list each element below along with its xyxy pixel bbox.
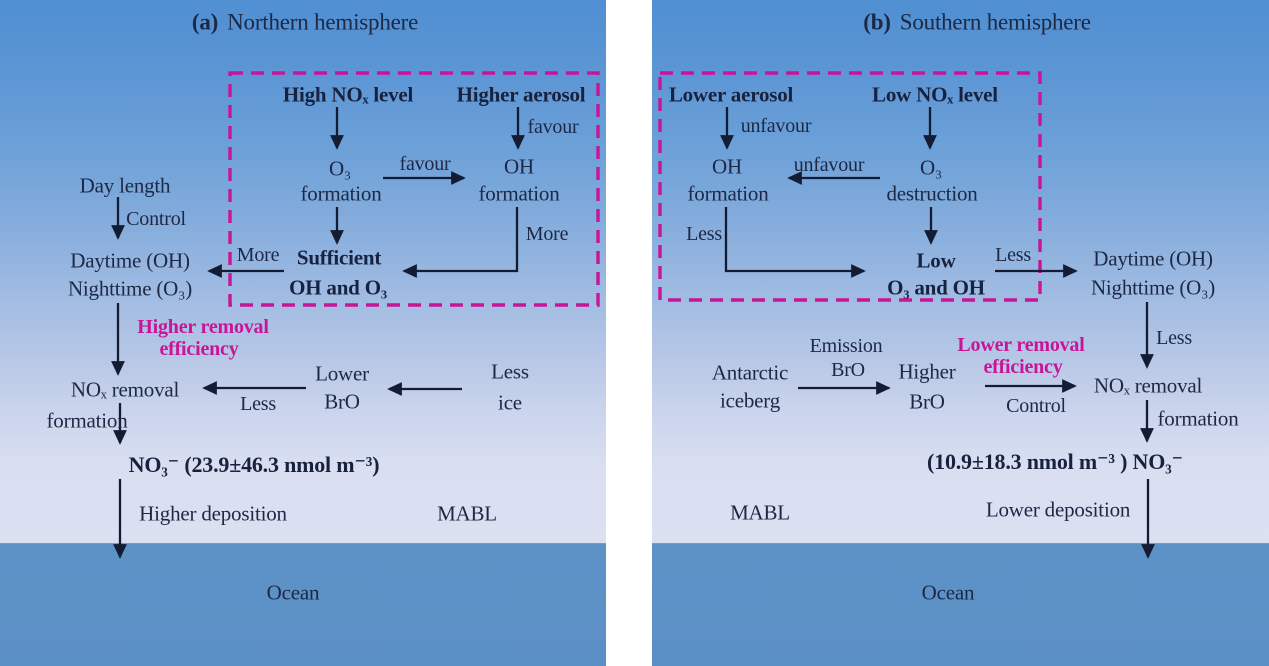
- label-lower-deposition: Lower deposition: [985, 497, 1131, 522]
- node-o3: O₃: [328, 156, 352, 181]
- node-higher-aerosol: Higher aerosol: [456, 82, 586, 107]
- panel-a-tag: (a): [191, 9, 219, 35]
- label-less-elbow: Less: [686, 223, 722, 245]
- node-o3-b: O₃: [919, 155, 943, 180]
- node-nox-formation-b: formation: [1157, 406, 1239, 431]
- label-emission-line1: Emission: [809, 335, 883, 357]
- panel-divider: [606, 0, 652, 666]
- node-less-ice-line2: ice: [498, 390, 522, 415]
- node-sufficient-line2: OH and O₃: [289, 275, 387, 300]
- node-high-nox: High NOₓ level: [282, 82, 414, 107]
- node-daytime: Daytime (OH): [70, 248, 190, 273]
- label-favour-right: favour: [527, 116, 579, 138]
- node-low-line2: O₃ and OH: [887, 275, 985, 300]
- label-less-vertical: Less: [1156, 327, 1192, 349]
- node-lower-aerosol: Lower aerosol: [668, 82, 794, 107]
- label-more-out: More: [236, 244, 280, 266]
- node-nighttime-b: Nighttime (O₃): [1090, 275, 1216, 300]
- label-more-inner: More: [525, 223, 569, 245]
- node-lower-bro-line1: Lower: [315, 361, 369, 386]
- label-ocean-b: Ocean: [921, 580, 975, 605]
- panel-b-tag: (b): [863, 9, 891, 35]
- node-daytime-b: Daytime (OH): [1093, 246, 1213, 271]
- label-mabl-b: MABL: [730, 500, 790, 525]
- label-unfavour-horizontal: unfavour: [793, 154, 865, 176]
- label-higher-deposition: Higher deposition: [139, 501, 287, 526]
- node-nox-removal-b: NOₓ removal: [1093, 373, 1203, 398]
- label-lower-removal-line2: efficiency: [983, 356, 1063, 378]
- panel-b-title: [863, 11, 1091, 34]
- node-low-line1: Low: [916, 248, 956, 273]
- label-less-right: Less: [995, 244, 1031, 266]
- node-sufficient-line1: Sufficient: [296, 245, 382, 270]
- value-no3-north: NO₃⁻ (23.9±46.3 nmol m⁻³): [128, 452, 380, 477]
- node-nox-removal: NOₓ removal: [70, 377, 180, 402]
- node-day-length: Day length: [79, 173, 171, 198]
- node-lower-bro-line2: BrO: [324, 389, 360, 414]
- node-antarctic-line2: iceberg: [719, 388, 781, 413]
- label-control: Control: [126, 208, 186, 230]
- label-higher-removal-line2: efficiency: [159, 338, 239, 360]
- node-oh-b: OH: [712, 154, 742, 179]
- panel-a-title: [192, 11, 418, 34]
- label-less-arrow: Less: [240, 393, 276, 415]
- label-lower-removal-line1: Lower removal: [957, 334, 1085, 356]
- node-oh-formation-b: formation: [687, 181, 769, 206]
- label-mabl-a: MABL: [437, 501, 497, 526]
- label-ocean-a: Ocean: [266, 580, 320, 605]
- node-nighttime: Nighttime (O₃): [67, 276, 193, 301]
- label-higher-removal-line1: Higher removal: [137, 316, 269, 338]
- panel-b-title-text: Southern hemisphere: [899, 9, 1091, 35]
- node-nox-formation: formation: [46, 408, 128, 433]
- node-low-nox: Low NOₓ level: [872, 82, 998, 107]
- node-antarctic-line1: Antarctic: [711, 360, 789, 385]
- label-favour-mid: favour: [399, 153, 451, 175]
- panel-a-title-text: Northern hemisphere: [227, 9, 419, 35]
- label-control-b: Control: [1006, 395, 1066, 417]
- node-higher-bro-line2: BrO: [909, 389, 945, 414]
- node-higher-bro-line1: Higher: [898, 359, 956, 384]
- node-less-ice-line1: Less: [491, 359, 529, 384]
- value-no3-south: (10.9±18.3 nmol m⁻³ ) NO₃⁻: [927, 449, 1183, 474]
- node-oh: OH: [504, 154, 534, 179]
- label-unfavour-vertical: unfavour: [740, 115, 812, 137]
- node-oh-formation: formation: [478, 181, 560, 206]
- node-o3-destruction: destruction: [886, 181, 978, 206]
- node-o3-formation: formation: [300, 181, 382, 206]
- label-emission-line2: BrO: [831, 359, 865, 381]
